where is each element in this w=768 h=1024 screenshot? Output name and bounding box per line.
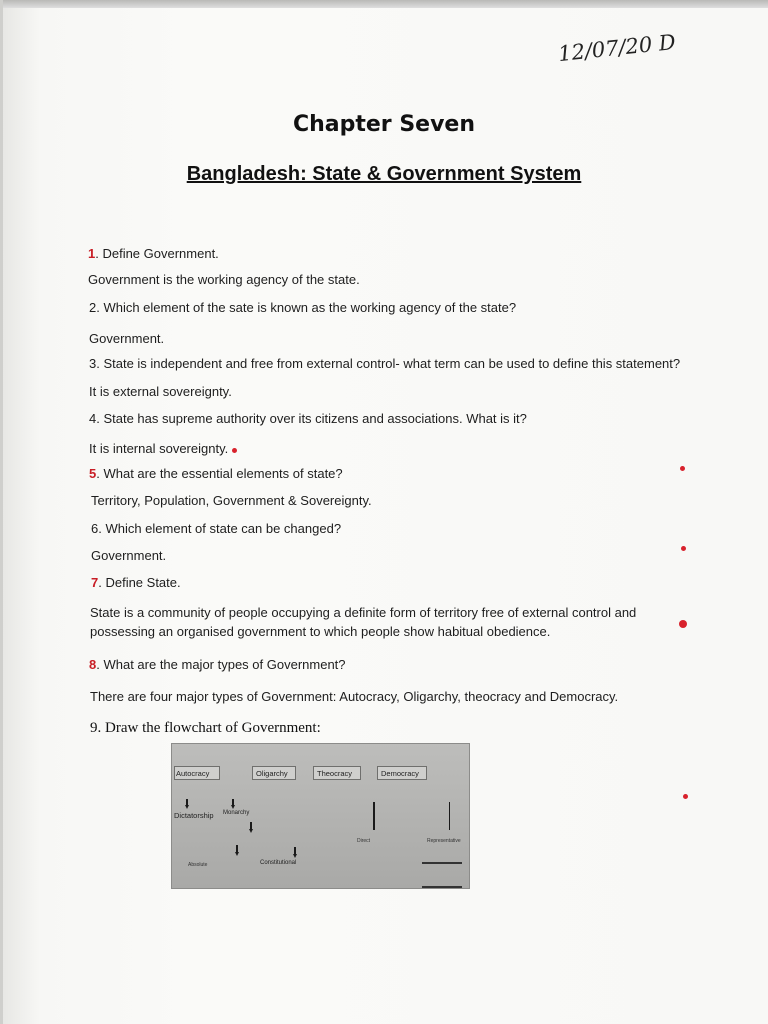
answer-1: Government is the working agency of the state. xyxy=(88,272,360,287)
flowchart-arrow xyxy=(294,847,296,854)
flowchart-democracy: Democracy xyxy=(381,769,419,778)
answer-2: Government. xyxy=(89,331,165,346)
flowchart-arrow xyxy=(250,822,252,829)
red-mark xyxy=(232,448,237,453)
flowchart-dictatorship: Dictatorship xyxy=(174,811,214,820)
scan-left-edge xyxy=(0,0,3,1024)
red-mark xyxy=(683,794,688,799)
question-5: 5. What are the essential elements of state? xyxy=(89,466,343,481)
flowchart-monarchy: Monarchy xyxy=(223,810,250,816)
red-mark xyxy=(680,466,685,471)
government-flowchart xyxy=(171,743,470,889)
chapter-title: Chapter Seven xyxy=(292,112,476,137)
red-mark xyxy=(681,546,686,551)
flowchart-arrow xyxy=(231,805,235,809)
red-mark xyxy=(679,620,687,628)
flowchart-line xyxy=(373,802,375,830)
flowchart-representative: Representative xyxy=(427,838,461,844)
question-8: 8. What are the major types of Government? xyxy=(89,657,346,672)
answer-6: Government. xyxy=(91,548,167,563)
flowchart-scribble xyxy=(422,862,462,888)
question-1: 1. Define Government. xyxy=(88,246,219,261)
flowchart-arrow xyxy=(249,829,253,833)
handwritten-date: 12/07/20 D xyxy=(557,29,677,67)
flowchart-theocracy: Theocracy xyxy=(317,769,353,778)
answer-8: There are four major types of Government: Autocracy, Oligarchy, theocracy and Democracy. xyxy=(90,689,619,704)
question-2: 2. Which element of the sate is known as the working agency of the state? xyxy=(89,300,517,315)
flowchart-arrow xyxy=(236,845,238,852)
question-6: 6. Which element of state can be changed? xyxy=(91,521,342,536)
answer-4: It is internal sovereignty. xyxy=(89,441,229,456)
question-3: 3. State is independent and free from external control- what term can be used to define this statement? xyxy=(89,356,681,371)
chapter-subtitle: Bangladesh: State & Government System xyxy=(186,163,582,185)
question-7: 7. Define State. xyxy=(91,575,181,590)
answer-3: It is external sovereignty. xyxy=(89,384,232,399)
flowchart-direct: Direct xyxy=(357,838,371,844)
flowchart-autocracy: Autocracy xyxy=(176,769,210,778)
answer-5: Territory, Population, Government & Sovereignty. xyxy=(91,493,372,508)
flowchart-absolute: Absolute xyxy=(188,862,208,868)
question-4: 4. State has supreme authority over its citizens and associations. What is it? xyxy=(89,411,527,426)
flowchart-arrow xyxy=(185,805,189,809)
scan-top-edge xyxy=(0,0,768,8)
flowchart-arrow xyxy=(235,852,239,856)
flowchart-line xyxy=(449,802,450,830)
flowchart-arrow xyxy=(293,854,297,858)
question-9: 9. Draw the flowchart of Government: xyxy=(90,720,321,736)
state-definition: State is a community of people occupying a definite form of territory free of external control and possessing an organised government to which people show habitual obedience. xyxy=(90,605,637,639)
flowchart-constitutional: Constitutional xyxy=(260,860,297,866)
flowchart-oligarchy: Oligarchy xyxy=(256,769,288,778)
